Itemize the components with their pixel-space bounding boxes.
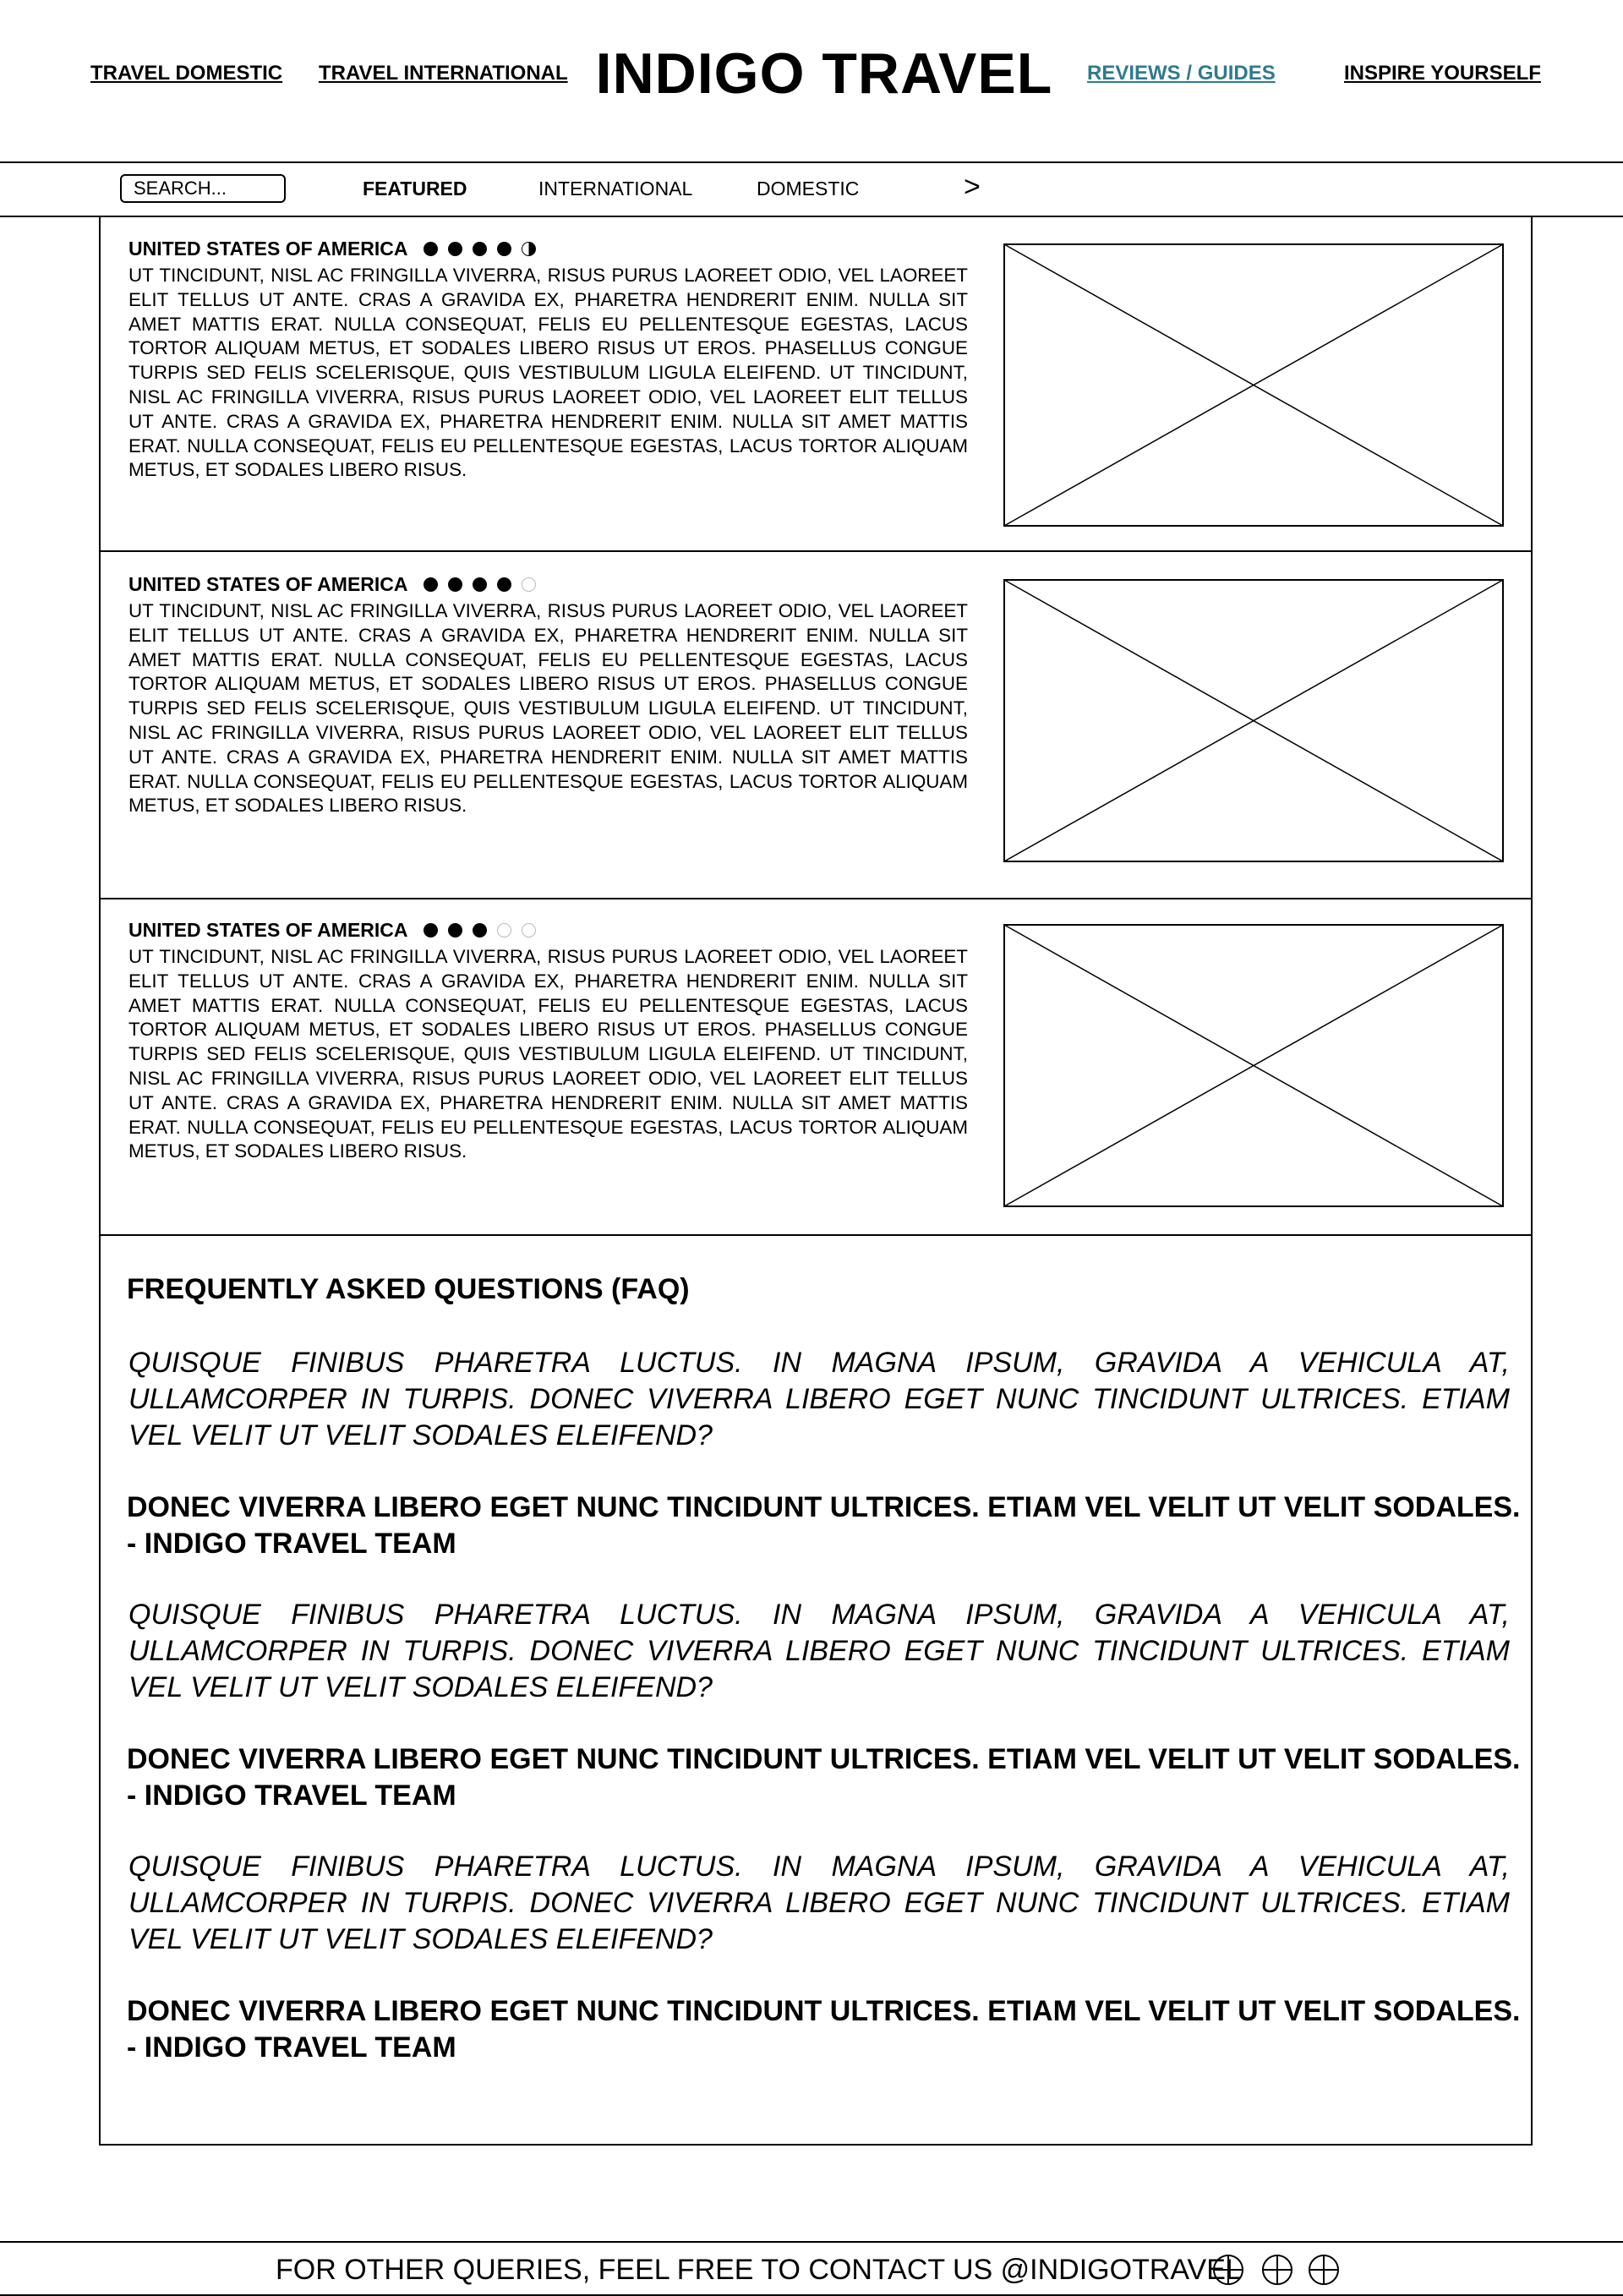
faq-answer-signature: - INDIGO TRAVEL TEAM [127,1528,456,1560]
rating-dot-full [424,923,438,938]
rating-dot-full [497,242,511,256]
card-divider [101,1234,1531,1236]
card-description: UT TINCIDUNT, NISL AC FRINGILLA VIVERRA, RISUS PURUS LAOREET ODIO, VEL LAOREET ELIT TELLUS UT ANTE. CRAS A GRAVIDA EX, PHARETRA HENDRERIT ENIM. NULLA SIT AMET MATTIS ERAT. NULLA CONSEQUAT, FELIS EU PELLENTESQUE EGESTAS, LACUS TORTOR ALIQUAM METUS, ET SODALES LIBERO RISUS UT EROS. PHASELLUS CONGUE TURPIS SED FELIS SCELERISQUE, QUIS VESTIBULUM LIGULA ELEIFEND. UT TINCIDUNT, NISL AC FRINGILLA VIVERRA, RISUS PURUS LAOREET ODIO, VEL LAOREET ELIT TELLUS UT ANTE. CRAS A GRAVIDA EX, PHARETRA HENDRERIT ENIM. NULLA SIT AMET MATTIS ERAT. NULLA CONSEQUAT, FELIS EU PELLENTESQUE EGESTAS, LACUS TORTOR ALIQUAM METUS, ET SODALES LIBERO RISUS. [128,600,968,817]
rating-dots [424,577,536,592]
faq-title: FREQUENTLY ASKED QUESTIONS (FAQ) [127,1273,690,1305]
rating-dot-full [473,577,487,592]
social-icon[interactable] [1308,2254,1340,2286]
rating-dot-empty [497,923,511,938]
faq-answer-text: DONEC VIVERRA LIBERO EGET NUNC TINCIDUNT ULTRICES. ETIAM VEL VELIT UT VELIT SODALES. [127,1743,1521,1775]
rating-dot-full [497,577,511,592]
image-placeholder [1003,243,1504,527]
card-header [128,918,536,942]
rating-dot-half [522,242,536,256]
destination-card[interactable] [101,552,1531,899]
nav-reviews-guides[interactable]: REVIEWS / GUIDES [1087,62,1276,85]
image-placeholder [1003,924,1504,1207]
card-title: UNITED STATES OF AMERICA [128,572,408,595]
search-input[interactable] [120,174,286,203]
faq-question: QUISQUE FINIBUS PHARETRA LUCTUS. IN MAGNA IPSUM, GRAVIDA A VEHICULA AT, ULLAMCORPER IN TURPIS. DONEC VIVERRA LIBERO EGET NUNC TINCIDUNT ULTRICES. ETIAM VEL VELIT UT VELIT SODALES ELEIFEND? [128,1347,1510,1451]
nav-inspire-yourself[interactable]: INSPIRE YOURSELF [1344,62,1541,85]
faq-answer-text: DONEC VIVERRA LIBERO EGET NUNC TINCIDUNT ULTRICES. ETIAM VEL VELIT UT VELIT SODALES. [127,1491,1521,1523]
footer-contact-text: FOR OTHER QUERIES, FEEL FREE TO CONTACT US @INDIGOTRAVEL [276,2254,1242,2286]
destination-card[interactable] [101,216,1531,550]
card-title: UNITED STATES OF AMERICA [128,237,408,260]
card-description: UT TINCIDUNT, NISL AC FRINGILLA VIVERRA, RISUS PURUS LAOREET ODIO, VEL LAOREET ELIT TELLUS UT ANTE. CRAS A GRAVIDA EX, PHARETRA HENDRERIT ENIM. NULLA SIT AMET MATTIS ERAT. NULLA CONSEQUAT, FELIS EU PELLENTESQUE EGESTAS, LACUS TORTOR ALIQUAM METUS, ET SODALES LIBERO RISUS UT EROS. PHASELLUS CONGUE TURPIS SED FELIS SCELERISQUE, QUIS VESTIBULUM LIGULA ELEIFEND. UT TINCIDUNT, NISL AC FRINGILLA VIVERRA, RISUS PURUS LAOREET ODIO, VEL LAOREET ELIT TELLUS UT ANTE. CRAS A GRAVIDA EX, PHARETRA HENDRERIT ENIM. NULLA SIT AMET MATTIS ERAT. NULLA CONSEQUAT, FELIS EU PELLENTESQUE EGESTAS, LACUS TORTOR ALIQUAM METUS, ET SODALES LIBERO RISUS. [128,265,968,481]
faq-answer-signature: - INDIGO TRAVEL TEAM [127,1779,456,1812]
rating-dots [424,923,536,938]
rating-dot-full [448,923,462,938]
tab-international[interactable]: INTERNATIONAL [538,178,693,200]
card-header [128,237,536,260]
tabs-next-arrow-icon[interactable]: > [964,171,981,203]
tab-featured[interactable]: FEATURED [363,178,467,200]
social-icon[interactable] [1212,2254,1244,2286]
faq-question: QUISQUE FINIBUS PHARETRA LUCTUS. IN MAGNA IPSUM, GRAVIDA A VEHICULA AT, ULLAMCORPER IN TURPIS. DONEC VIVERRA LIBERO EGET NUNC TINCIDUNT ULTRICES. ETIAM VEL VELIT UT VELIT SODALES ELEIFEND? [128,1599,1510,1703]
rating-dot-full [424,577,438,592]
rating-dot-full [473,923,487,938]
content-panel [99,216,1533,2146]
brand-title[interactable]: INDIGO TRAVEL [595,41,1053,106]
nav-travel-international[interactable]: TRAVEL INTERNATIONAL [319,62,568,85]
top-navigation [0,0,1623,161]
image-placeholder [1003,579,1504,862]
social-icon[interactable] [1261,2254,1293,2286]
footer [0,2242,1623,2294]
faq-answer-text: DONEC VIVERRA LIBERO EGET NUNC TINCIDUNT ULTRICES. ETIAM VEL VELIT UT VELIT SODALES. [127,1995,1521,2027]
rating-dot-full [473,242,487,256]
rating-dot-empty [522,577,536,592]
destination-card[interactable] [101,899,1531,1236]
faq-answer-signature: - INDIGO TRAVEL TEAM [127,2031,456,2064]
nav-travel-domestic[interactable]: TRAVEL DOMESTIC [90,62,283,85]
card-description: UT TINCIDUNT, NISL AC FRINGILLA VIVERRA, RISUS PURUS LAOREET ODIO, VEL LAOREET ELIT TELLUS UT ANTE. CRAS A GRAVIDA EX, PHARETRA HENDRERIT ENIM. NULLA SIT AMET MATTIS ERAT. NULLA CONSEQUAT, FELIS EU PELLENTESQUE EGESTAS, LACUS TORTOR ALIQUAM METUS, ET SODALES LIBERO RISUS UT EROS. PHASELLUS CONGUE TURPIS SED FELIS SCELERISQUE, QUIS VESTIBULUM LIGULA ELEIFEND. UT TINCIDUNT, NISL AC FRINGILLA VIVERRA, RISUS PURUS LAOREET ODIO, VEL LAOREET ELIT TELLUS UT ANTE. CRAS A GRAVIDA EX, PHARETRA HENDRERIT ENIM. NULLA SIT AMET MATTIS ERAT. NULLA CONSEQUAT, FELIS EU PELLENTESQUE EGESTAS, LACUS TORTOR ALIQUAM METUS, ET SODALES LIBERO RISUS. [128,946,968,1162]
faq-answer [127,1993,1521,2066]
rating-dot-empty [522,923,536,938]
rating-dot-full [448,577,462,592]
rating-dots [424,242,536,256]
faq-answer [127,1490,1521,1562]
card-title: UNITED STATES OF AMERICA [128,918,408,941]
rating-dot-full [424,242,438,256]
faq-question: QUISQUE FINIBUS PHARETRA LUCTUS. IN MAGNA IPSUM, GRAVIDA A VEHICULA AT, ULLAMCORPER IN TURPIS. DONEC VIVERRA LIBERO EGET NUNC TINCIDUNT ULTRICES. ETIAM VEL VELIT UT VELIT SODALES ELEIFEND? [128,1850,1510,1955]
tab-domestic[interactable]: DOMESTIC [757,178,860,200]
faq-answer [127,1741,1521,1814]
rating-dot-full [448,242,462,256]
card-header [128,572,536,596]
sub-navigation [0,162,1623,216]
